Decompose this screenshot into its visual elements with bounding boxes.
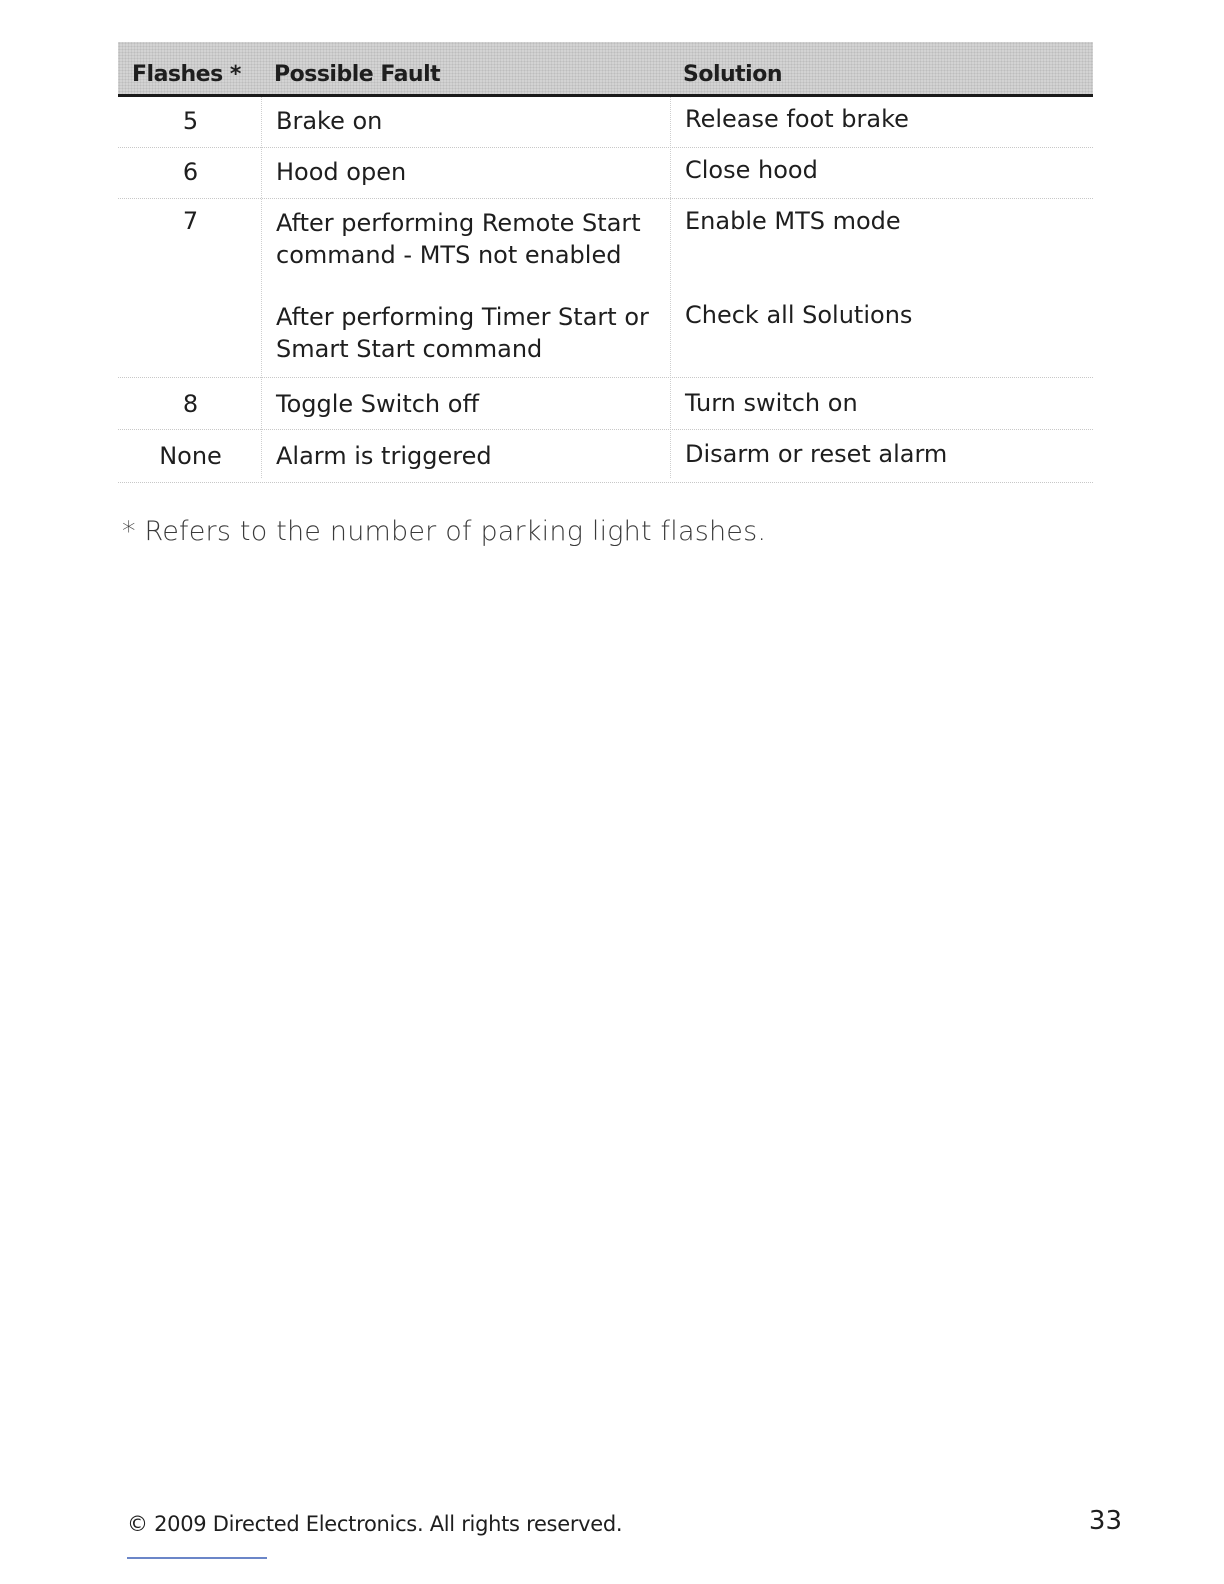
header-flashes: Flashes * [132, 62, 241, 87]
solution-cell: Release foot brake [685, 105, 909, 133]
table-row [118, 97, 1093, 148]
header-solution: Solution [683, 62, 782, 87]
solution-cell: Close hood [685, 156, 818, 184]
flashes-cell: 6 [182, 158, 199, 186]
flashes-cell: 8 [182, 390, 199, 418]
fault-cell: Alarm is triggered [276, 442, 492, 470]
header-possible-fault: Possible Fault [274, 62, 441, 87]
table-row [118, 148, 1093, 199]
page-number: 33 [1088, 1506, 1122, 1536]
fault-cell: Hood open [276, 158, 407, 186]
flashes-cell: None [159, 442, 222, 470]
table-row [118, 295, 1093, 378]
fault-cell: After performing Remote Start command - MTS not enabled [276, 209, 641, 269]
flashes-cell: 5 [182, 107, 199, 135]
flashes-cell: 7 [182, 207, 199, 235]
footer-divider [127, 1557, 267, 1559]
solution-cell: Enable MTS mode [685, 207, 901, 235]
fault-cell: Brake on [276, 107, 383, 135]
solution-cell: Check all Solutions [685, 301, 913, 329]
table-row [118, 378, 1093, 430]
solution-cell: Disarm or reset alarm [685, 440, 948, 468]
footnote: * Refers to the number of parking light flashes. [122, 516, 767, 547]
fault-table [118, 42, 1093, 478]
fault-cell: Toggle Switch off [276, 390, 479, 418]
fault-cell: After performing Timer Start or Smart Start command [276, 303, 649, 363]
table-row [118, 430, 1093, 483]
solution-cell: Turn switch on [685, 389, 858, 417]
table-row [118, 199, 1093, 295]
table-header [118, 42, 1093, 97]
copyright: © 2009 Directed Electronics. All rights reserved. [127, 1512, 623, 1536]
